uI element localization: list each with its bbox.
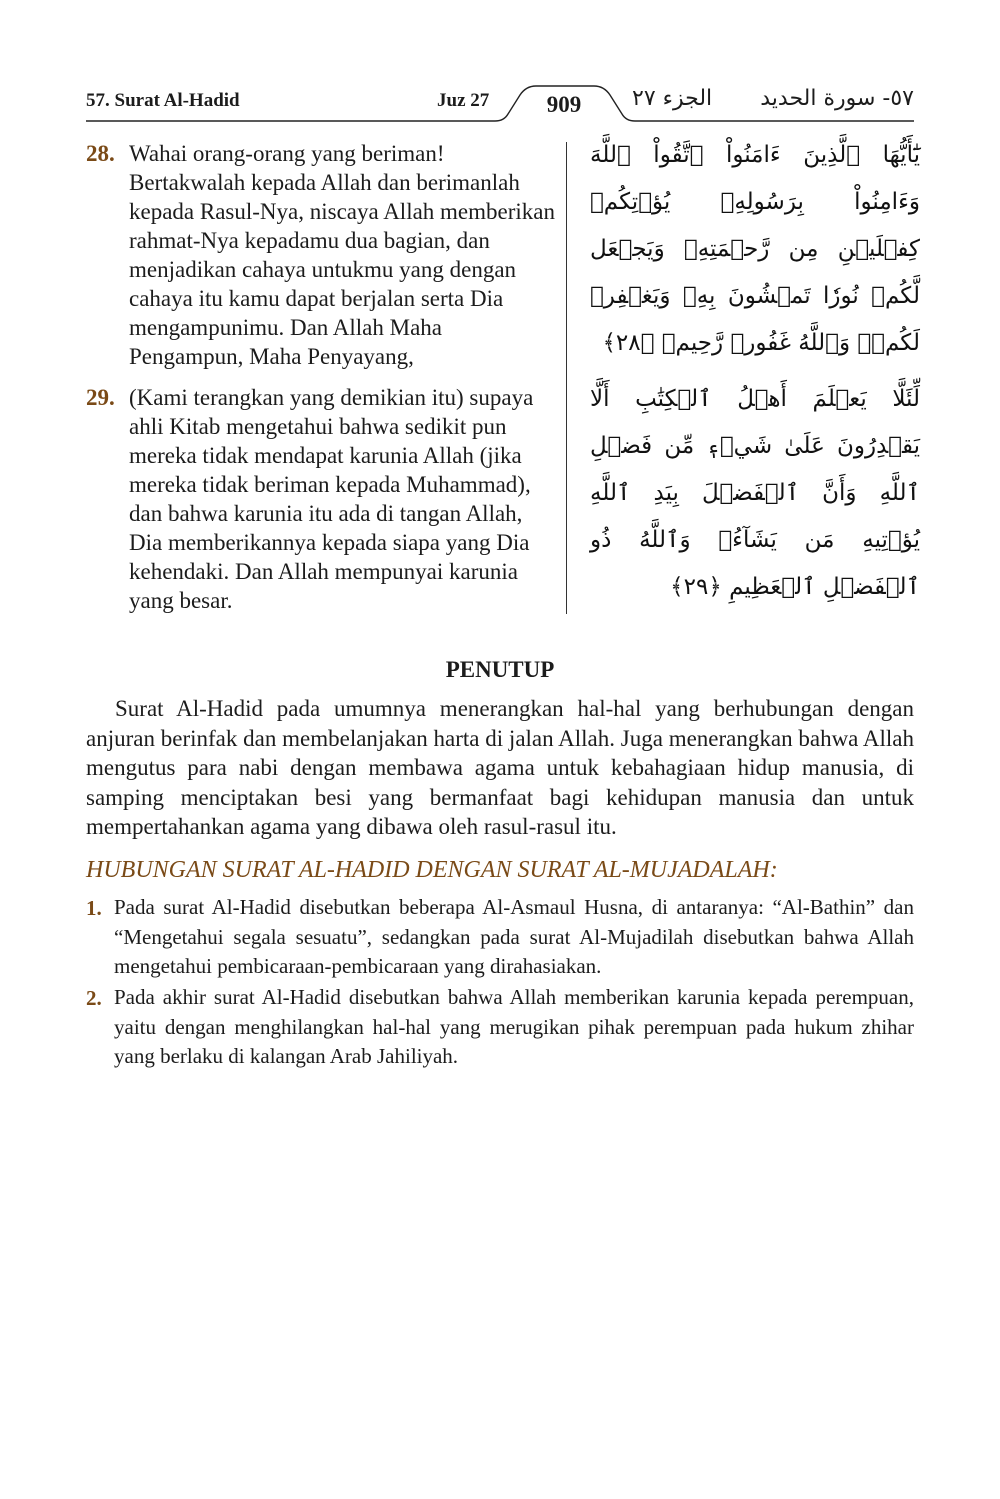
relation-item-text-1: Pada surat Al-Hadid disebutkan beberapa Al-Asmaul Husna, di antaranya: “Al-Bathin” dan “Mengetahui segala sesuatu”, sedangkan pada surat Al-Mujadilah disebutkan bahwa Allah mengetahui pembicaraan-pembicaraan yang dirahasiakan.: [114, 895, 914, 978]
header-rule: [0, 0, 1000, 140]
verse-arabic-29: لِّئَلَّا يَعۡلَمَ أَهۡلُ ٱلۡكِتَٰبِ أَلَّا يَقۡدِرُونَ عَلَىٰ شَيۡءٖ مِّن فَضۡلِ ٱللَّهِ وَأَنَّ ٱلۡفَضۡلَ بِيَدِ ٱللَّهِ يُؤۡتِيهِ مَن يَشَآءُۚ وَٱللَّهُ ذُو ٱلۡفَضۡلِ ٱلۡعَظِيمِ ﴿٢٩﴾: [590, 386, 920, 600]
column-divider: [566, 142, 567, 614]
header-surah-arabic: ٥٧- سورة الحديد: [760, 86, 914, 111]
verse-number-29: 29.: [86, 385, 115, 410]
closing-body: Surat Al-Hadid pada umumnya menerangkan hal-hal yang berhubungan dengan anjuran berinfak dan membelanjakan harta di jalan Allah. Juga menerangkan bahwa Allah mengutus para nabi dengan membawa agama untuk kebahagiaan hidup manusia, di samping menciptakan besi yang bermanfaat bagi kehidupan manusia dan untuk mempertahankan agama yang dibawa oleh rasul-rasul itu.: [86, 696, 914, 839]
relation-item-number-2: 2.: [86, 986, 102, 1010]
verse-translation-29: (Kami terangkan yang demikian itu) supaya ahli Kitab mengetahui bahwa sedikit pun mereka tidak mendapat karunia Allah (jika mereka tidak beriman kepada Muhammad), dan bahwa karunia itu ada di tangan Allah, Dia memberikannya kepada siapa yang Dia kehendaki. Dan Allah mempunyai karunia yang besar.: [129, 385, 534, 613]
relation-heading: HUBUNGAN SURAT AL-HADID DENGAN SURAT AL-MUJADALAH:: [86, 857, 778, 883]
relation-item-number-1: 1.: [86, 896, 102, 920]
verse-number-28: 28.: [86, 141, 115, 166]
page-number: 909: [546, 92, 582, 117]
verse-arabic-28: يَٰٓأَيُّهَا ٱلَّذِينَ ءَامَنُواْ ٱتَّقُواْ ٱللَّهَ وَءَامِنُواْ بِرَسُولِهِۦ يُؤۡتِكُمۡ كِفۡلَيۡنِ مِن رَّحۡمَتِهِۦ وَيَجۡعَل لَّكُمۡ نُورٗا تَمۡشُونَ بِهِۦ وَيَغۡفِرۡ لَكُمۡۚ وَٱللَّهُ غَفُورٞ رَّحِيمٞ ﴿٢٨﴾: [590, 142, 920, 356]
verse-translation-28: Wahai orang-orang yang beriman! Bertakwalah kepada Allah dan berimanlah kepada Rasul-Nya, niscaya Allah memberikan rahmat-Nya kepadamu dua bagian, dan menjadikan cahaya untukmu yang dengan cahaya itu kamu dapat berjalan serta Dia mengampunimu. Dan Allah Maha Pengampun, Maha Penyayang,: [129, 141, 555, 369]
header-juz-arabic: الجزء ٢٧: [632, 86, 713, 111]
closing-title: PENUTUP: [445, 657, 555, 682]
relation-item-text-2: Pada akhir surat Al-Hadid disebutkan bahwa Allah memberikan karunia kepada perempuan, yaitu dengan menghilangkan hal-hal yang merugikan pihak perempuan pada hukum zhihar yang berlaku di kalangan Arab Jahiliyah.: [114, 985, 914, 1068]
header-juz-label: Juz 27: [437, 90, 490, 111]
header-surah-title: 57. Surat Al-Hadid: [86, 90, 240, 111]
